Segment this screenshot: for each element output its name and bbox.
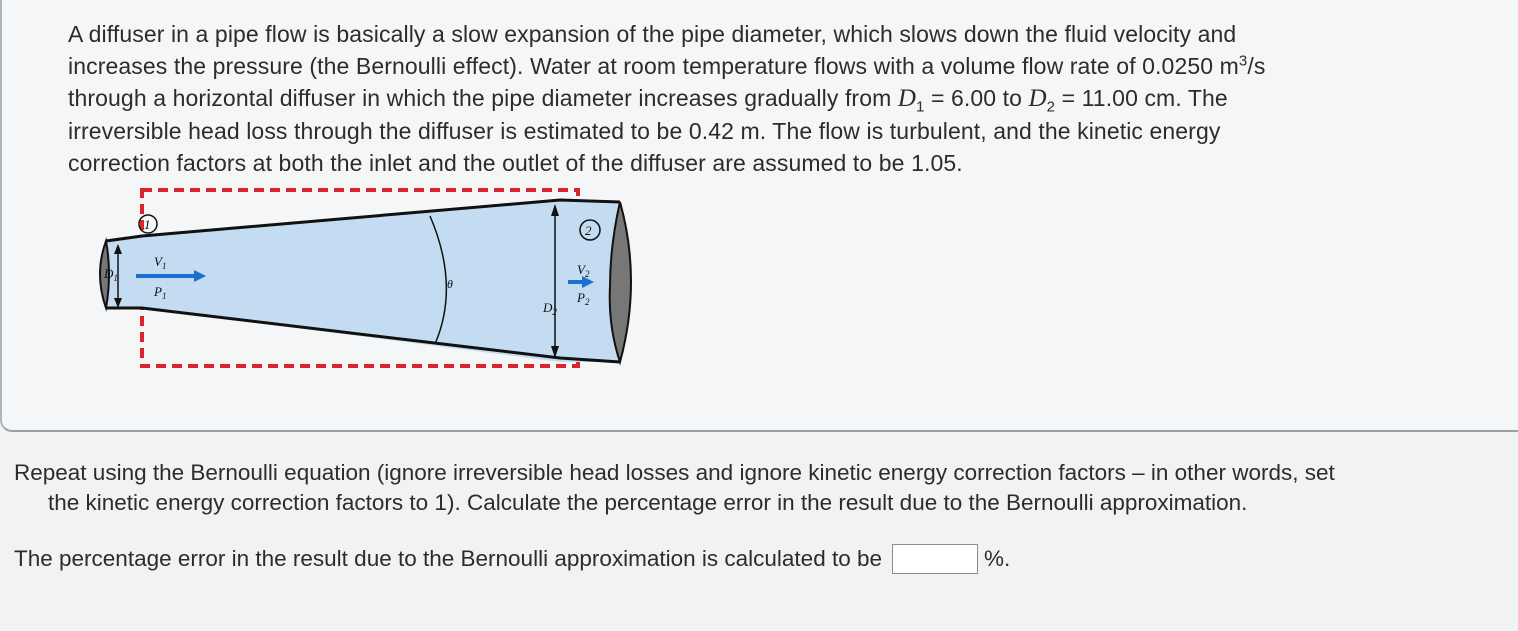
unit-per-second: /s: [1247, 53, 1266, 79]
p2-label-sub: 2: [584, 297, 590, 307]
problem-line-1: A diffuser in a pipe flow is basically a slow expansion of the pipe diameter, which slows down the fluid velocity and: [68, 21, 1237, 47]
d2-symbol: D: [1028, 85, 1047, 112]
problem-line-4: irreversible head loss through the diffuser is estimated to be 0.42 m. The flow is turbulent, and the kinetic energy: [68, 118, 1221, 144]
answer-prefix: The percentage error in the result due to the Bernoulli approximation is calculated to be: [14, 546, 883, 571]
problem-line-3-text: through a horizontal diffuser in which the pipe diameter increases gradually from: [68, 85, 898, 111]
problem-line-3: [68, 82, 1448, 115]
v1-label-sym: V: [154, 254, 162, 269]
d2-label-sym: D: [543, 300, 553, 315]
problem-line-2-text: increases the pressure (the Bernoulli effect). Water at room temperature flows with a volume flow rate of 0.0250 m: [68, 53, 1239, 79]
d1-label-sub: 1: [113, 273, 118, 283]
problem-statement: [68, 18, 1448, 179]
diffuser-fluid: [106, 200, 631, 362]
problem-line-2: [68, 50, 1448, 82]
diffuser-diagram: [90, 186, 642, 376]
question-line-1: Repeat using the Bernoulli equation (ignore irreversible head losses and ignore kinetic energy correction factors – in other words, set: [14, 460, 1335, 485]
d1-label-sym: D: [104, 266, 114, 281]
d2-label-sub: 2: [552, 307, 557, 317]
problem-line-5: correction factors at both the inlet and the outlet of the diffuser are assumed to be 1.05.: [68, 150, 963, 176]
question-line-2: the kinetic energy correction factors to 1). Calculate the percentage error in the result due to the Bernoulli approximation.: [48, 490, 1248, 515]
d1-symbol: D: [897, 85, 916, 112]
p1-label-sub: 1: [161, 291, 167, 301]
problem-line-3-mid: = 6.00 to: [924, 85, 1029, 111]
answer-line: [14, 542, 1010, 576]
question-text: [14, 458, 1509, 518]
answer-unit: %.: [984, 546, 1011, 571]
d1-subscript: 1: [916, 98, 925, 116]
percentage-error-input[interactable]: [892, 544, 978, 574]
theta-label: θ: [447, 277, 453, 291]
v2-label-sub: 2: [584, 269, 590, 279]
p2-label-sym: P: [577, 290, 585, 305]
exponent: 3: [1238, 52, 1248, 70]
d2-subscript: 2: [1046, 98, 1056, 116]
p1-label-sym: P: [154, 284, 162, 299]
v1-label-sub: 1: [161, 261, 167, 271]
v2-label-sym: V: [577, 262, 585, 277]
problem-line-3-end: = 11.00 cm. The: [1055, 85, 1228, 111]
station-2-label: 2: [585, 223, 592, 238]
station-1-label: 1: [144, 217, 151, 232]
